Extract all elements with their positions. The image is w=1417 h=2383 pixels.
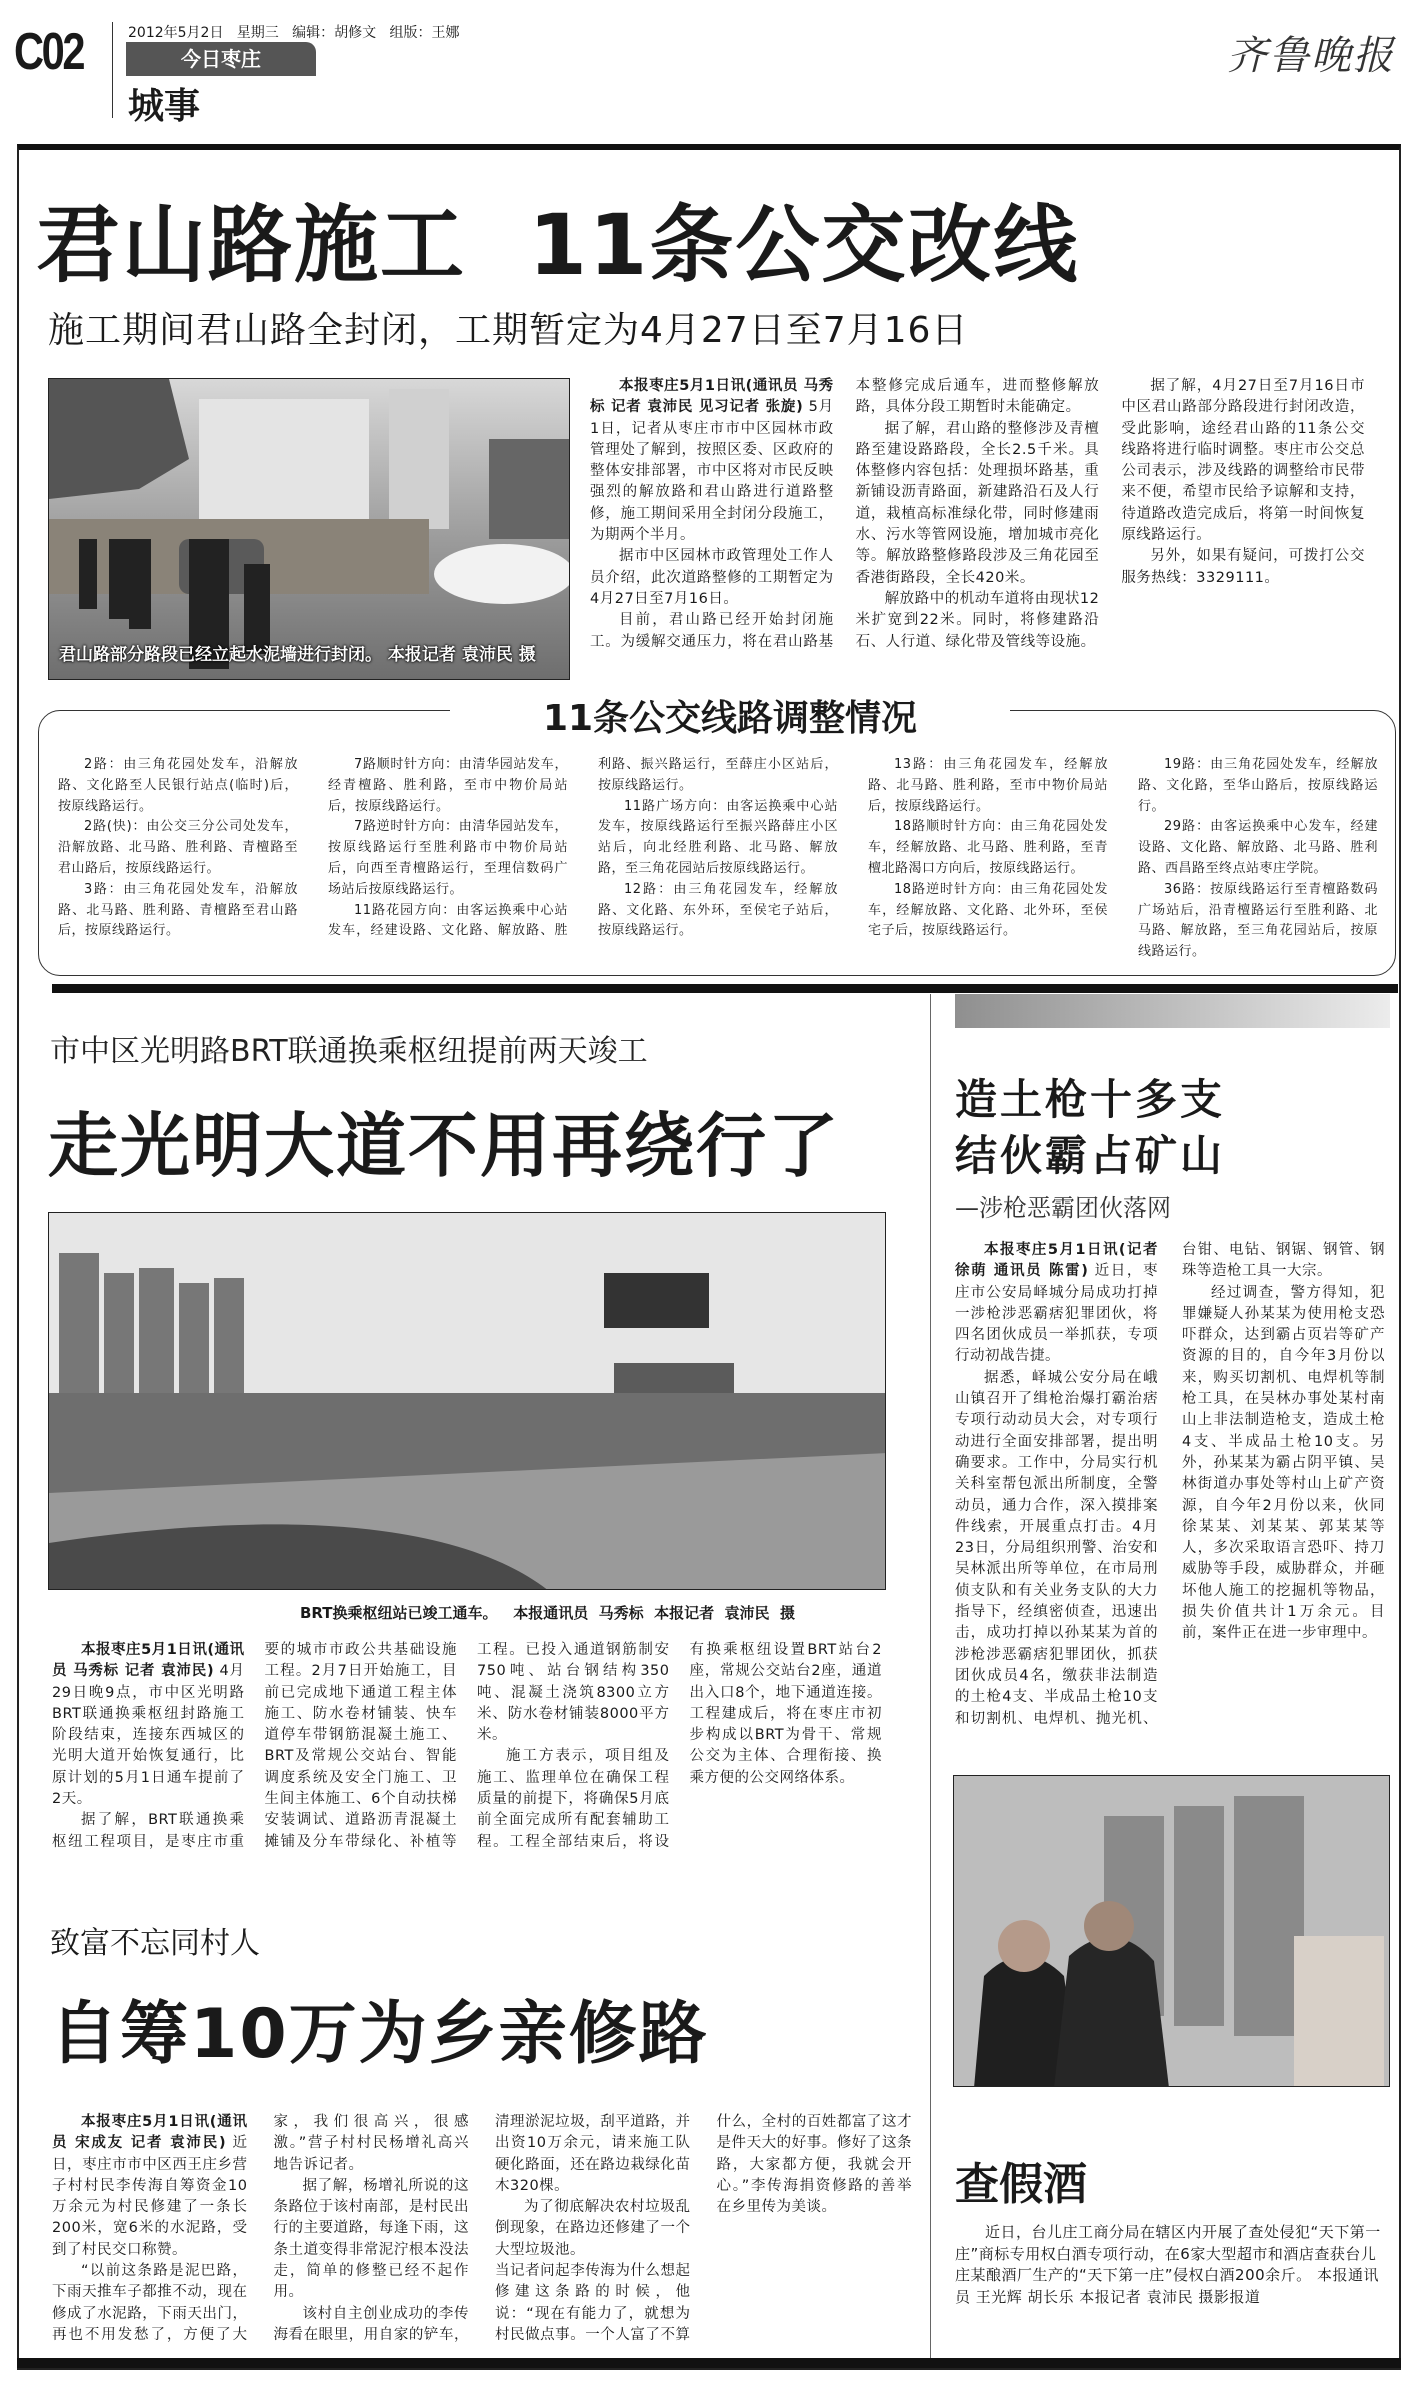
lead-article-body [590,376,1365,676]
bus-routes-title: 11条公交线路调整情况 [450,690,1010,741]
section-tab: 今日枣庄 [126,42,316,76]
route-item: 18路顺时针方向：由三角花园处发车，经解放路、北马路、胜利路，至青檀北路渴口方向后，按原线路运行。 [868,819,1108,876]
brt-station-image [49,1213,886,1590]
paragraph: 经过调查，警方得知，犯罪嫌疑人孙某某为使用枪支恐吓群众，达到霸占页岩等矿产资源的目的，自今年3月份以来，购买切割机、电焊机等制枪工具，在吴林办事处某村南山上非法制造枪支，造成土枪4支、半成品土枪10支。另外，孙某某为霸占阴平镇、吴林街道办事处等村山上矿产资源，自今年2月份以来，伙同徐某某、刘某某、郭某某等人，多次采取语言恐吓、持刀威胁等手段，威胁群众，并砸坏他人施工的挖掘机等物品，损失价值共计1万余元。目前，案件正在进一步审理中。 [1182,1284,1385,1642]
route-item: 36路：按原线路运行至青檀路数码广场站后，沿青檀路运行至胜利路、北马路、解放路，至三角花园站后，按原线路运行。 [1138,881,1378,960]
route-item: 7路顺时针方向：由清华园站发车，经青檀路、胜利路，至市中物价局站后，按原线路运行。 [328,757,568,814]
paragraph: 近日，枣庄市公安局峄城分局成功打掉一涉枪涉恶霸痞犯罪团伙，将四名团伙成员一举抓获，专项行动初战告捷。 [955,1263,1158,1365]
brt-article-body [52,1640,882,1855]
brt-kicker: 市中区光明路BRT联通换乘枢纽提前两天竣工 [50,1034,648,1069]
paragraph: 当记者问起李传海为什么想起修建这条路的时候，他说：“现在有能力了，就想为村民做点事。一个人富了不算什么，全村的百姓都富了这才是件天大的好事。修好了这条路，大家都方便，我就会开心。”李传海捐资修路的善举在乡里传为美谈。 [495,2114,912,2343]
brt-photo-caption: BRT换乘枢纽站已竣工通车。 本报通讯员 马秀标 本报记者 袁沛民 摄 [300,1604,795,1622]
inspection-image [954,1776,1390,2087]
paragraph: 目前，君山路已经开始封闭施工。为缓解交通压力，将在君山路基本整修完成后通车，进而整修解放路，具体分段工期暂时未能确定。 [590,378,1100,650]
wine-photo [953,1775,1390,2087]
wine-headline: 查假酒 [955,2159,1087,2210]
gun-article-body [955,1240,1385,1760]
bus-routes-list [58,755,1378,970]
route-item: 2路：由三角花园处发车，沿解放路、文化路至人民银行站点(临时)后，按原线路运行。 [58,757,298,814]
road-headline: 自筹10万为乡亲修路 [50,1995,709,2074]
column-divider [930,994,931,2360]
street-scene-image [49,379,570,680]
section-title: 城事 [128,86,201,127]
byline: 本报枣庄5月1日讯(通讯员 马秀标 记者 袁沛民) [52,1642,245,1680]
paragraph: 为了彻底解决农村垃圾乱倒现象，在路边还修建了一个大型垃圾池。 [495,2199,691,2258]
paragraph: 5月1日，记者从枣庄市市中区园林市政管理处了解到，按照区委、区政府的整体安排部署，市中区将对市民反映强烈的解放路和君山路进行道路整修，施工期间采用全封闭分段施工，为期两个半月。 [590,399,834,544]
paragraph: 据了解，君山路的整修涉及青檀路至建设路路段，全长2.5千米。具体整修内容包括：处理损坏路基，重新铺设沥青路面，新建路沿石及人行道，栽植高标准绿化带，同时修建雨水、污水等管网设施，增加城市亮化等。解放路整修路段涉及三角花园至香港街路段，全长420米。 [855,420,1100,586]
bottom-rule [17,2358,1401,2368]
byline: 本报枣庄5月1日讯(记者 徐萌 通讯员 陈雷) [955,1242,1158,1280]
brt-headline: 走光明大道不用再绕行了 [48,1105,840,1187]
lead-photo [48,378,570,680]
route-item: 13路：由三角花园发车，经解放路、北马路、胜利路，至市中物价局站后，按原线路运行。 [868,757,1108,814]
route-item: 2路(快)：由公交三分公司处发车，沿解放路、北马路、胜利路、青檀路至君山路后，按原线路运行。 [58,819,298,876]
paragraph: 据了解，杨增礼所说的这条路位于该村南部，是村民出行的主要道路，每逢下雨，这条土道变得非常泥泞根本没法走，简单的修整已经不起作用。 [273,2177,469,2301]
paragraph: 据了解，4月27日至7月16日市中区君山路部分路段进行封闭改造，受此影响，途经君山路的11条公交线路将进行临时调整。枣庄市公交总公司表示，涉及线路的调整给市民带来不便，希望市民给予谅解和支持，待道路改造完成后，将第一时间恢复原线路运行。 [1121,378,1365,544]
paragraph: 该村自主创业成功的李传海看在眼里，用自家的铲车，清理淤泥垃圾，刮平道路，并出资10万余元，请来施工队硬化路面，还在路边栽绿化苗木320棵。 [273,2114,691,2343]
lead-headline: 君山路施工 11条公交改线 [36,196,1080,294]
gun-headline-line2: 结伙霸占矿山 [955,1131,1226,1180]
wine-article-body: 近日，台儿庄工商分局在辖区内开展了查处侵犯“天下第一庄”商标专用权白酒专项行动，在6家大型超市和酒店查获台儿庄某酿酒厂生产的“天下第一庄”侵权白酒200余斤。 本报通讯员 王光辉 胡长乐 本报记者 袁沛民 摄影报道 [955,2223,1381,2306]
lead-subhead: 施工期间君山路全封闭，工期暂定为4月27日至7月16日 [48,310,969,351]
route-item: 11路广场方向：由客运换乘中心站发车，按原线路运行至振兴路薛庄小区站后，向北经胜利路、北马路、解放路，至三角花园站后按原线路运行。 [598,798,838,876]
gun-subhead: —涉枪恶霸团伙落网 [955,1194,1171,1222]
byline: 本报枣庄5月1日讯(通讯员 宋成友 记者 袁沛民) [52,2114,248,2152]
paragraph: 近日，枣庄市市中区西王庄乡营子村村民李传海自筹资金10万余元为村民修建了一条长200米，宽6米的水泥路，受到了村民交口称赞。 [52,2135,248,2258]
page-number: C02 [14,23,84,81]
route-item: 7路逆时针方向：由清华园站发车，按原线路运行至胜利路市中物价局站后，向西至青檀路运行，至理信数码广场站后按原线路运行。 [328,819,568,897]
paragraph: “以前这条路是泥巴路，下雨天推车子都推不动，现在修成了水泥路，下雨天出门，再也不用发愁了，方便了大家，我们很高兴，很感激。”营子村村民杨增礼高兴地告诉记者。 [52,2114,469,2343]
road-kicker: 致富不忘同村人 [50,1926,260,1961]
route-item: 3路：由三角花园处发车，沿解放路、北马路、胜利路、青檀路至君山路后，按原线路运行。 [58,881,298,939]
paragraph: 4月29日晚9点，市中区光明路BRT联通换乘枢纽封路施工阶段结束，连接东西城区的光明大道开始恢复通行，比原计划的5月1日通车提前了2天。 [52,1663,245,1808]
gun-headline [955,1072,1225,1184]
byline: 本报枣庄5月1日讯(通讯员 马秀标 记者 袁沛民 见习记者 张旋) [590,378,834,416]
paragraph: 据悉，峄城公安分局在峨山镇召开了缉枪治爆打霸治痞专项行动动员大会，对专项行动进行全面安排部署，提出明确要求。工作中，分局实行机关科室帮包派出所制度，全警动员，通力合作，深入摸排案件线索，开展重点打击。4月23日，分局组织刑警、治安和吴林派出所等单位，在市局刑侦支队和有关业务支队的大力指导下，经缜密侦查，迅速出击，成功打掉以孙某某为首的涉枪涉恶霸痞犯罪团伙，抓获团伙成员4名，缴获非法制造的土枪4支、半成品土枪10支和切割机、电焊机、抛光机、台钳、电钻、钢锯、钢管、钢珠等造枪工具一大宗。 [955,1242,1385,1727]
paragraph: 据了解，BRT联通换乘枢纽工程项目，是枣庄市重要的城市市政公共基础设施工程。2月7日开始施工，目前已完成地下通道工程主体施工、防水卷材铺装、快车道停车带钢筋混凝土施工、BRT及常规公交站台、智能调度系统及安全门施工、卫生间主体施工、6个自动扶梯安装调试、道路沥青混凝土摊铺及分车带绿化、补植等工程。已投入通道钢筋制安750吨、站台钢结构350吨、混凝土浇筑8300立方米、防水卷材铺装8000平方米。 [52,1642,670,1850]
paragraph: 施工方表示，项目组及施工、监理单位在确保工程质量的前提下，将确保5月底前全面完成所有配套辅助工程。工程全部结束后，将设有换乘枢纽设置BRT站台2座，常规公交站台2座，通道出入口8个，地下通道连接。工程建成后，将在枣庄市初步构成以BRT为骨干、常规公交为主体、合理衔接、换乘方便的公交网络体系。 [477,1642,882,1850]
header-divider [112,22,113,118]
route-item: 19路：由三角花园处发车，经解放路、文化路，至华山路后，按原线路运行。 [1138,757,1378,814]
road-article-body [52,2112,912,2352]
route-item: 29路：由客运换乘中心发车，经建设路、文化路、解放路、北马路、胜利路、西昌路至终点站枣庄学院。 [1138,819,1378,876]
gradient-bar [955,994,1390,1028]
route-item: 11路花园方向：由客运换乘中心站发车，经建设路、文化路、解放路、胜利路、振兴路运行，至薛庄小区站后，按原线路运行。 [328,757,838,939]
paragraph: 解放路中的机动车道将由现状12米扩宽到22米。同时，将修建路沿石、人行道、绿化带及管线等设施。 [855,590,1100,650]
paragraph: 据市中区园林市政管理处工作人员介绍，此次道路整修的工期暂定为4月27日至7月16日。 [590,548,834,607]
newspaper-logo: 齐鲁晚报 [1227,33,1395,79]
gun-headline-line1: 造土枪十多支 [955,1075,1226,1124]
route-item: 12路：由三角花园发车，经解放路、文化路、东外环，至侯宅子站后，按原线路运行。 [598,881,838,939]
lead-photo-caption: 君山路部分路段已经立起水泥墙进行封闭。 本报记者 袁沛民 摄 [59,645,536,665]
paragraph: 另外，如果有疑问，可拨打公交服务热线：3329111。 [1121,548,1365,586]
route-item: 18路逆时针方向：由三角花园处发车，经解放路、文化路、北外环，至侯宅子后，按原线路运行。 [868,881,1108,939]
section-rule [52,984,1398,993]
brt-photo [48,1212,886,1590]
dateline: 2012年5月2日 星期三 编辑：胡修文 组版：王娜 [128,25,460,41]
